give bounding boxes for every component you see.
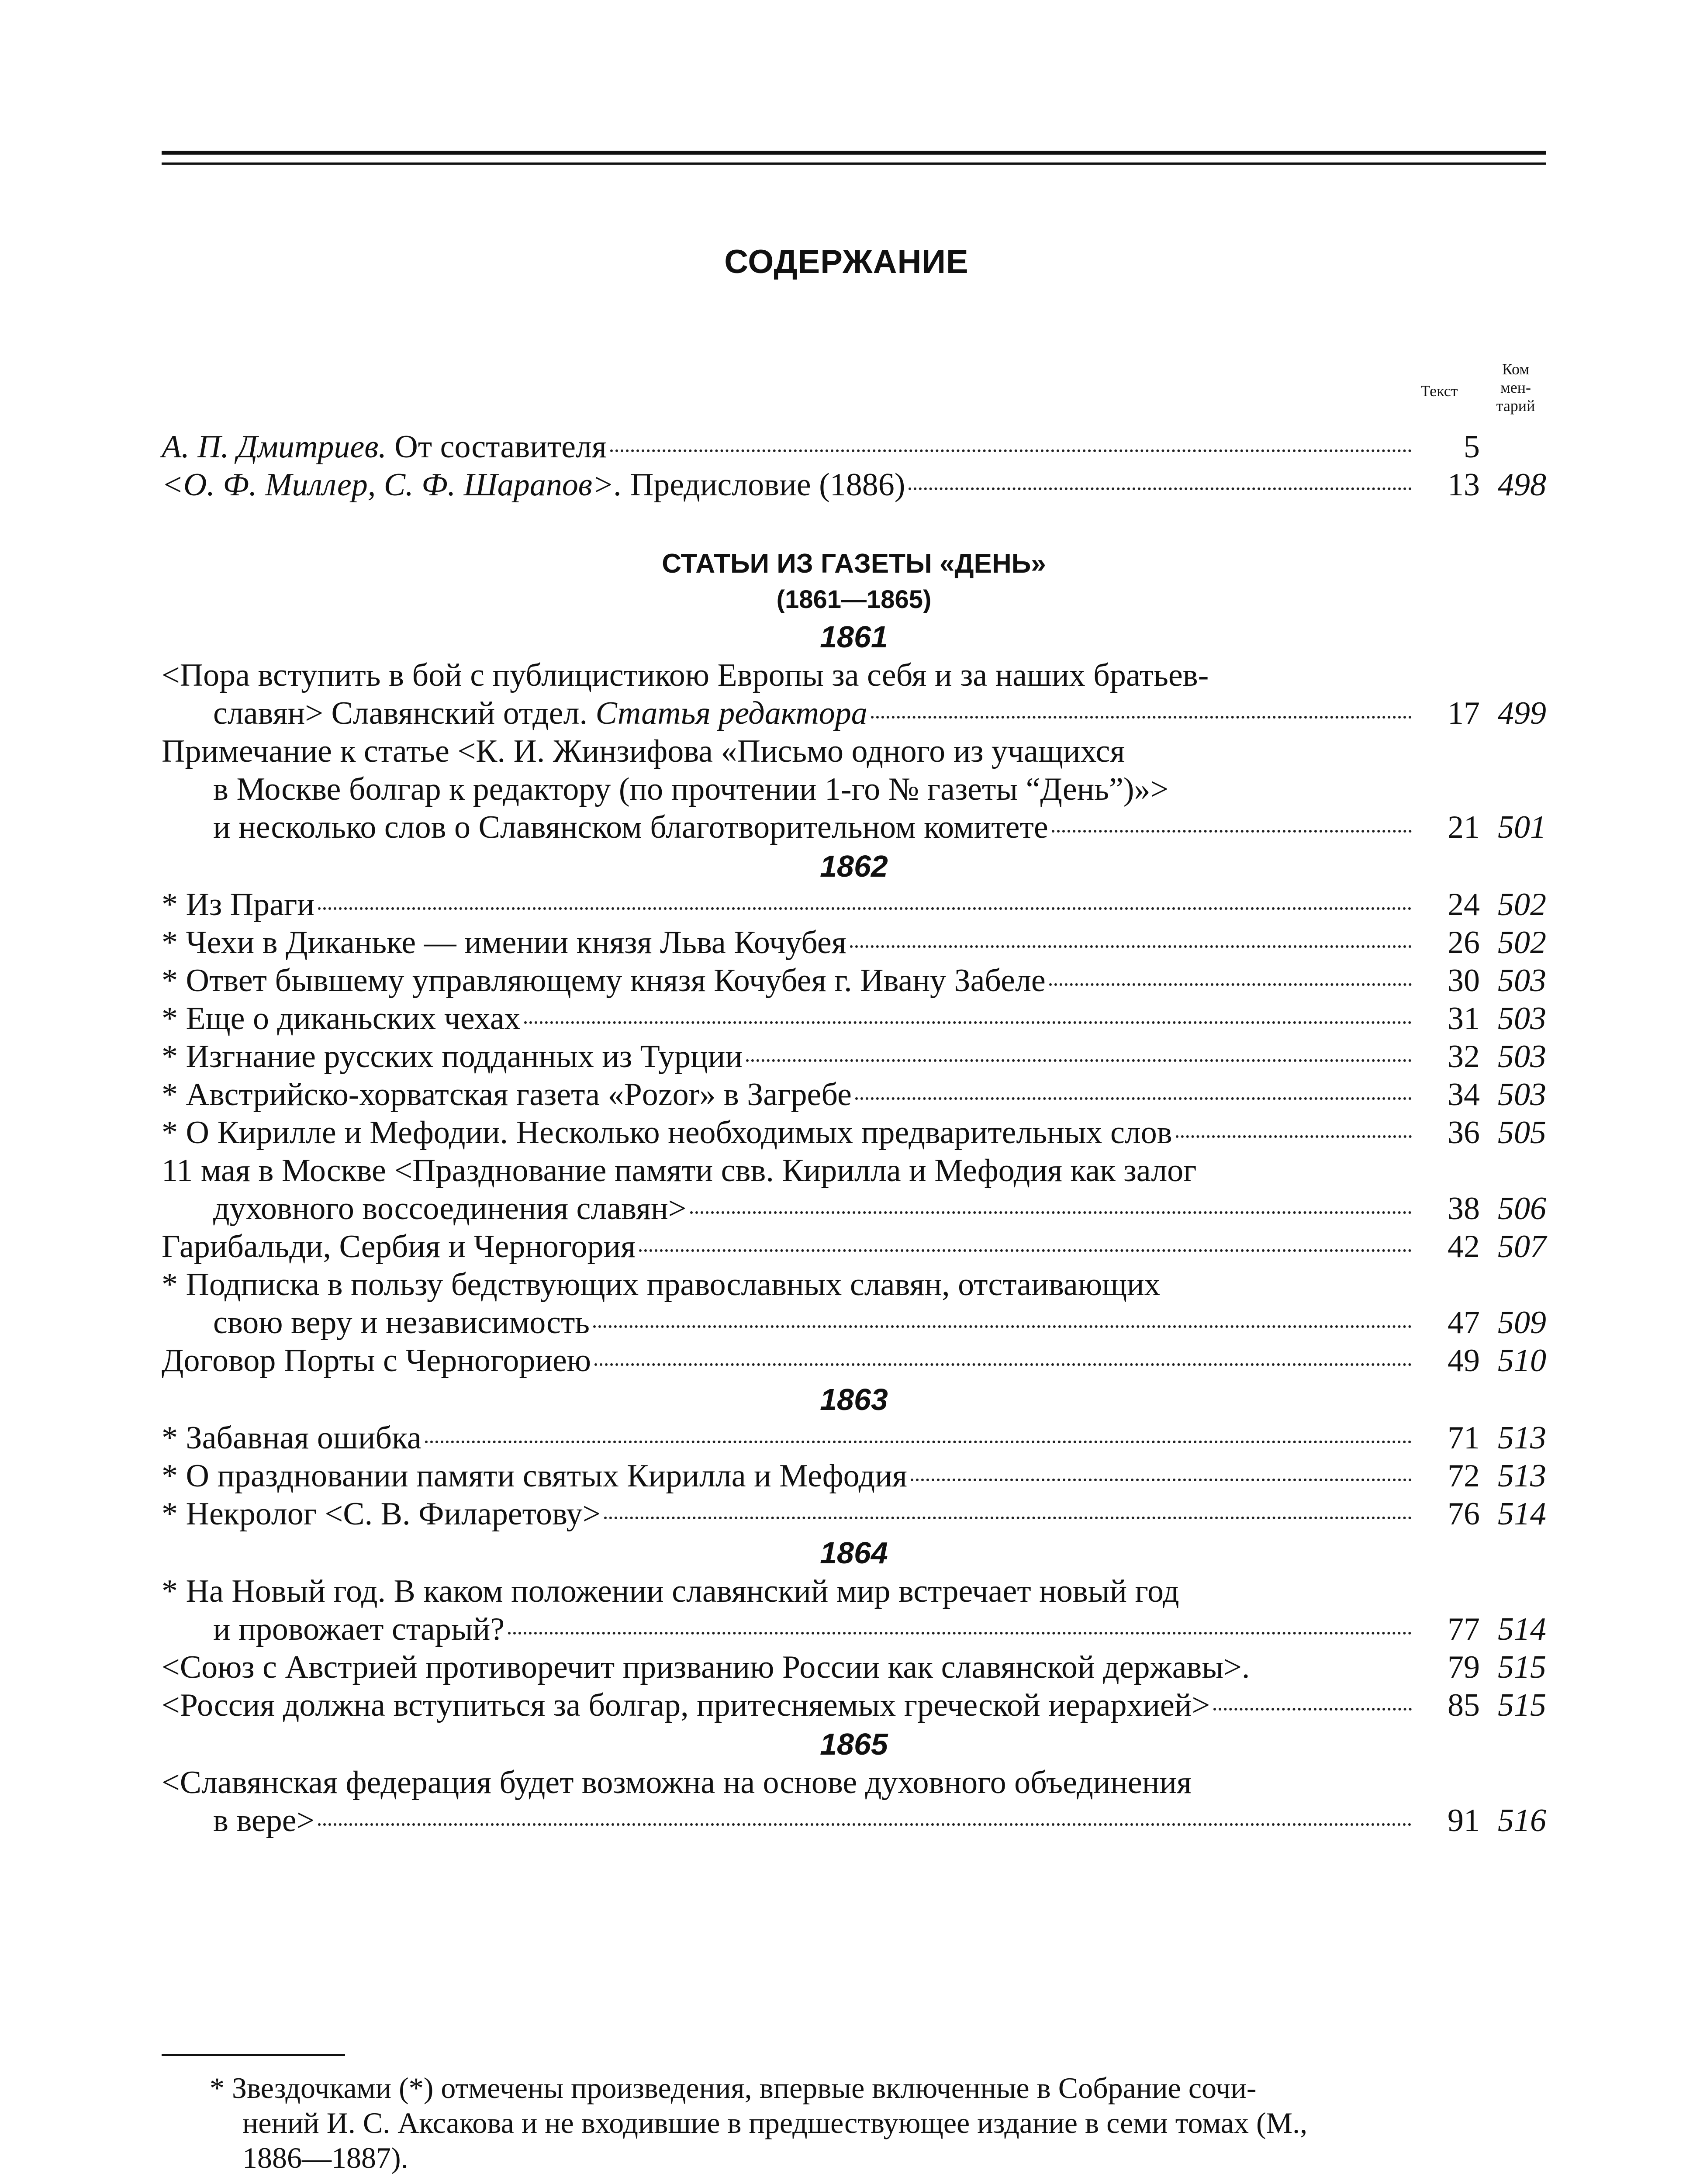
toc-entry — [162, 733, 1546, 847]
text-page-number: 38 — [1448, 1191, 1480, 1227]
year-heading: 1861 — [820, 620, 888, 654]
text-page-number: 42 — [1448, 1229, 1480, 1265]
toc-entry-text — [213, 1610, 504, 1648]
text-page-number: 5 — [1464, 429, 1480, 465]
entry-title: свою веру и независимость — [213, 1305, 590, 1341]
text-page-number: 36 — [1448, 1115, 1480, 1151]
header-rule-thin — [162, 162, 1546, 165]
entry-title: * Чехи в Диканьке — имении князя Льва Кочубея — [162, 925, 846, 961]
toc-entry-line: * На Новый год. В каком положении славянский мир встречает новый год — [162, 1573, 1179, 1609]
entry-title: * Еще о диканьских чехах — [162, 1001, 521, 1037]
text-page-number: 71 — [1448, 1420, 1480, 1456]
dot-leader — [1213, 1708, 1412, 1711]
year-heading: 1864 — [820, 1536, 888, 1570]
comment-page-number: 507 — [1498, 1229, 1546, 1265]
toc-entry-line: * Подписка в пользу бедствующих православных славян, отстаивающих — [162, 1267, 1161, 1303]
entry-title: и несколько слов о Славянском благотворительном комитете — [213, 809, 1048, 845]
text-page-number: 34 — [1448, 1077, 1480, 1113]
entry-author: <О. Ф. Миллер, С. Ф. Шарапов>. — [162, 467, 622, 503]
toc-entry-line — [162, 1304, 1546, 1342]
toc-entry — [162, 1114, 1546, 1152]
toc-entry — [162, 1572, 1546, 1648]
column-header-text: Текст — [1420, 382, 1458, 400]
comment-page-number: 502 — [1498, 925, 1546, 961]
toc-entry — [162, 428, 1546, 466]
dot-leader — [604, 1517, 1412, 1519]
year-group — [162, 617, 1546, 847]
text-page-number: 17 — [1448, 695, 1480, 731]
text-page-number: 47 — [1448, 1305, 1480, 1341]
page-title: СОДЕРЖАНИЕ — [724, 243, 969, 280]
entry-title: * Из Праги — [162, 887, 314, 923]
entry-author: А. П. Дмитриев. — [162, 429, 387, 465]
year-heading: 1863 — [820, 1382, 888, 1417]
entry-title: духовного воссоединения славян> — [213, 1191, 687, 1227]
header-rule-thick — [162, 151, 1546, 155]
text-page-number: 72 — [1448, 1458, 1480, 1494]
section-title: СТАТЬИ ИЗ ГАЗЕТЫ «ДЕНЬ» — [662, 549, 1046, 579]
footnote-line: * Звездочками (*) отмечены произведения, впервые включенные в Собрание сочи- — [210, 2071, 1257, 2105]
column-header-comment: Ком мен- тарий — [1496, 360, 1535, 415]
dot-leader — [508, 1632, 1412, 1635]
footnote — [162, 2070, 1546, 2175]
dot-leader — [850, 945, 1412, 948]
dot-leader — [690, 1211, 1412, 1214]
dot-leader — [909, 487, 1412, 490]
dot-leader — [1052, 830, 1412, 833]
dot-leader — [746, 1059, 1412, 1062]
year-group — [162, 1380, 1546, 1533]
toc-entry-text — [162, 924, 846, 962]
entry-note: Статья редактора — [595, 695, 867, 731]
toc-entry-line — [162, 1000, 1546, 1038]
comment-page-number: 510 — [1498, 1343, 1546, 1379]
text-page-number: 21 — [1448, 809, 1480, 845]
toc-entry-text — [162, 1076, 852, 1114]
entry-title: * О Кирилле и Мефодии. Несколько необходимых предварительных слов — [162, 1115, 1172, 1151]
entry-title: * О праздновании памяти святых Кирилла и Мефодия — [162, 1458, 907, 1494]
entry-title: и провожает старый? — [213, 1611, 505, 1647]
toc-entry-line — [162, 1190, 1546, 1228]
entry-title: * Австрийско-хорватская газета «Pozor» в Загребе — [162, 1077, 852, 1113]
toc-entry — [162, 1266, 1546, 1342]
toc-entry-text — [162, 1038, 743, 1076]
toc-entry — [162, 1228, 1546, 1266]
toc-entry-text — [162, 1114, 1172, 1152]
text-page-number: 13 — [1448, 467, 1480, 503]
toc-entry — [162, 1342, 1546, 1380]
toc-entry-text — [162, 1342, 591, 1380]
toc-entry-text — [162, 466, 905, 504]
text-page-number: 76 — [1448, 1496, 1480, 1532]
entry-title: От составителя — [386, 429, 607, 465]
toc-entry — [162, 924, 1546, 962]
toc-entry-text — [162, 1000, 521, 1038]
toc-entry — [162, 1457, 1546, 1495]
comment-page-number: 498 — [1498, 467, 1546, 503]
text-page-number: 77 — [1448, 1611, 1480, 1647]
toc-entry-line: <Славянская федерация будет возможна на основе духовного объединения — [162, 1765, 1192, 1800]
toc-entry-text — [213, 695, 867, 733]
year-heading: 1865 — [820, 1727, 888, 1761]
dot-leader — [524, 1021, 1412, 1024]
toc-entry-line — [162, 1610, 1546, 1648]
text-page-number: 79 — [1448, 1649, 1480, 1685]
dot-leader — [425, 1441, 1412, 1443]
comment-page-number: 503 — [1498, 1077, 1546, 1113]
toc-entry-text — [162, 1686, 1210, 1724]
toc-entry-text — [213, 1802, 314, 1840]
entry-title: в вере> — [213, 1803, 315, 1838]
comment-page-number: 515 — [1498, 1687, 1546, 1723]
entry-title: * Ответ бывшему управляющему князя Кочубея г. Ивану Забеле — [162, 963, 1046, 999]
toc-entry-text — [162, 1495, 601, 1533]
text-page-number: 31 — [1448, 1001, 1480, 1037]
comment-page-number: 516 — [1498, 1803, 1546, 1838]
toc-entry-text — [162, 886, 314, 924]
comment-page-number: 515 — [1498, 1649, 1546, 1685]
toc-entry-line — [162, 1114, 1546, 1152]
toc-entry — [162, 1038, 1546, 1076]
toc-entry-line — [162, 1648, 1546, 1686]
toc-entry-line — [162, 924, 1546, 962]
toc-entry — [162, 1764, 1546, 1840]
footnote-line: 1886—1887). — [242, 2141, 408, 2174]
comment-page-number: 506 — [1498, 1191, 1546, 1227]
toc-entry — [162, 1152, 1546, 1228]
toc-entry-text — [162, 1648, 1250, 1686]
toc-entry-text — [213, 809, 1048, 847]
toc-entry-line — [162, 466, 1546, 504]
toc-entry — [162, 1495, 1546, 1533]
text-page-number: 26 — [1448, 925, 1480, 961]
footnote-rule — [162, 2054, 345, 2056]
comment-page-number: 514 — [1498, 1611, 1546, 1647]
year-groups — [162, 617, 1546, 1840]
toc-entry-text — [162, 1457, 907, 1495]
entry-title: <Россия должна вступиться за болгар, притесняемых греческой иерархией> — [162, 1687, 1210, 1723]
toc-entry-text — [162, 962, 1046, 1000]
toc-entry-line — [162, 428, 1546, 466]
toc-entry — [162, 1419, 1546, 1457]
entry-title: <Союз с Австрией противоречит призванию России как славянской державы>. — [162, 1649, 1250, 1685]
dot-leader — [594, 1363, 1412, 1366]
comment-page-number: 505 — [1498, 1115, 1546, 1151]
toc-entry-line — [162, 1076, 1546, 1114]
comment-page-number: 503 — [1498, 963, 1546, 999]
comment-page-number: 513 — [1498, 1420, 1546, 1456]
entry-title: * Некролог <С. В. Филаретову> — [162, 1496, 601, 1532]
dot-leader — [639, 1249, 1412, 1252]
entry-title: Договор Порты с Черногориею — [162, 1343, 591, 1379]
toc-entry — [162, 1076, 1546, 1114]
comment-page-number: 503 — [1498, 1039, 1546, 1075]
entry-title: * Изгнание русских подданных из Турции — [162, 1039, 743, 1075]
toc-entry-line: в Москве болгар к редактору (по прочтении 1-го № газеты “День”)»> — [213, 771, 1169, 807]
text-page-number: 32 — [1448, 1039, 1480, 1075]
entry-title: славян> Славянский отдел. — [213, 695, 596, 731]
toc-entry-line — [162, 1802, 1546, 1840]
toc-entry — [162, 657, 1546, 733]
toc-entry-text — [162, 1228, 636, 1266]
toc-entry-line: <Пора вступить в бой с публицистикою Европы за себя и за наших братьев- — [162, 657, 1209, 693]
year-group — [162, 1724, 1546, 1840]
toc-entry — [162, 1686, 1546, 1724]
footnote-line: нений И. С. Аксакова и не входившие в предшествующее издание в семи томах (М., — [242, 2106, 1308, 2139]
toc-entry-line: 11 мая в Москве <Празднование памяти свв. Кирилла и Мефодия как залог — [162, 1153, 1197, 1189]
comment-page-number: 514 — [1498, 1496, 1546, 1532]
text-page-number: 91 — [1448, 1803, 1480, 1838]
dot-leader — [1049, 983, 1412, 986]
toc-entry — [162, 466, 1546, 504]
toc-entry-text — [213, 1190, 687, 1228]
comment-page-number: 513 — [1498, 1458, 1546, 1494]
section-years: (1861—1865) — [776, 585, 932, 614]
comment-page-number: 502 — [1498, 887, 1546, 923]
toc-entry-line — [162, 1342, 1546, 1380]
toc-entry-line — [162, 1228, 1546, 1266]
toc-entry-line — [162, 695, 1546, 733]
intro-entries — [162, 428, 1546, 504]
toc-entry-line — [162, 886, 1546, 924]
toc-entry-line — [162, 1419, 1546, 1457]
dot-leader — [318, 1823, 1412, 1826]
toc-entry — [162, 1648, 1546, 1686]
table-of-contents — [162, 428, 1546, 1840]
toc-entry-line — [162, 962, 1546, 1000]
entry-title: * Забавная ошибка — [162, 1420, 422, 1456]
toc-entry-line — [162, 1038, 1546, 1076]
year-heading: 1862 — [820, 849, 888, 883]
toc-entry-line — [162, 809, 1546, 847]
toc-entry-text — [162, 1419, 422, 1457]
toc-entry — [162, 886, 1546, 924]
year-group — [162, 847, 1546, 1380]
comment-page-number: 503 — [1498, 1001, 1546, 1037]
dot-leader — [593, 1325, 1412, 1328]
dot-leader — [318, 907, 1412, 910]
toc-entry-line — [162, 1495, 1546, 1533]
toc-entry-text — [213, 1304, 590, 1342]
dot-leader — [1176, 1135, 1412, 1138]
text-page-number: 49 — [1448, 1343, 1480, 1379]
toc-entry — [162, 1000, 1546, 1038]
toc-entry-line — [162, 1457, 1546, 1495]
entry-title: Гарибальди, Сербия и Черногория — [162, 1229, 636, 1265]
toc-entry-line: Примечание к статье <К. И. Жинзифова «Письмо одного из учащихся — [162, 733, 1125, 769]
text-page-number: 85 — [1448, 1687, 1480, 1723]
comment-page-number: 509 — [1498, 1305, 1546, 1341]
text-page-number: 30 — [1448, 963, 1480, 999]
toc-entry-text — [162, 428, 607, 466]
dot-leader — [855, 1097, 1412, 1100]
year-group — [162, 1533, 1546, 1724]
dot-leader — [911, 1479, 1412, 1481]
comment-page-number: 501 — [1498, 809, 1546, 845]
comment-page-number: 499 — [1498, 695, 1546, 731]
entry-title: Предисловие (1886) — [622, 467, 905, 503]
dot-leader — [610, 449, 1412, 452]
toc-entry-line — [162, 1686, 1546, 1724]
dot-leader — [871, 716, 1412, 719]
text-page-number: 24 — [1448, 887, 1480, 923]
toc-entry — [162, 962, 1546, 1000]
